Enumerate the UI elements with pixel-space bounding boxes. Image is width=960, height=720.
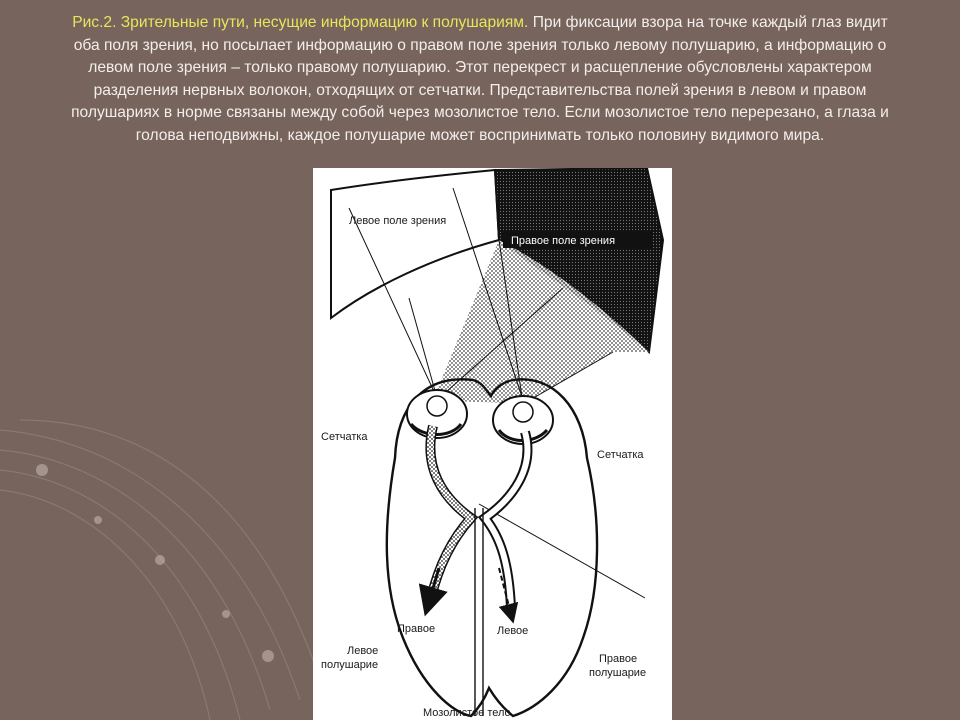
left-hemisphere-label-1: Левое bbox=[347, 645, 379, 657]
caption-figure-title: Рис.2. Зрительные пути, несущие информацию к полушариям. bbox=[72, 14, 529, 31]
right-hemisphere-label-1: Правое bbox=[599, 653, 638, 665]
left-field-label: Левое поле зрения bbox=[349, 215, 447, 227]
figure-caption bbox=[60, 12, 900, 148]
left-hemisphere-label-2: полушарие bbox=[321, 659, 379, 671]
corpus-callosum-label: Мозолистое тело bbox=[423, 707, 511, 719]
caption-text: При фиксации взора на точке каждый глаз видит оба поля зрения, но посылает информацию о правом поле зрения только левому полушарию, а информацию о левом поле зрения – только правому полушарию. Этот перекрест и расщепление обусловлены характером разделения нервных волокон, отходящих от сетчатки. Представительства полей зрения в левом и правом полушариях в норме связаны между собой через мозолистое тело. Если мозолистое тело перерезано, а глаза и голова неподвижны, каждое полушарие может воспринимать только половину видимого мира. bbox=[71, 14, 889, 144]
arrow-left-label: Левое bbox=[497, 625, 529, 637]
right-hemisphere-label-2: полушарие bbox=[589, 667, 647, 679]
left-visual-field bbox=[331, 170, 499, 318]
right-field-label: Правое поле зрения bbox=[511, 235, 616, 247]
visual-pathways-figure bbox=[313, 168, 672, 720]
retina-left-label: Сетчатка bbox=[321, 431, 368, 443]
visual-pathways-diagram bbox=[313, 168, 672, 720]
arrow-right-label: Правое bbox=[397, 623, 436, 635]
retina-right-label: Сетчатка bbox=[597, 449, 644, 461]
